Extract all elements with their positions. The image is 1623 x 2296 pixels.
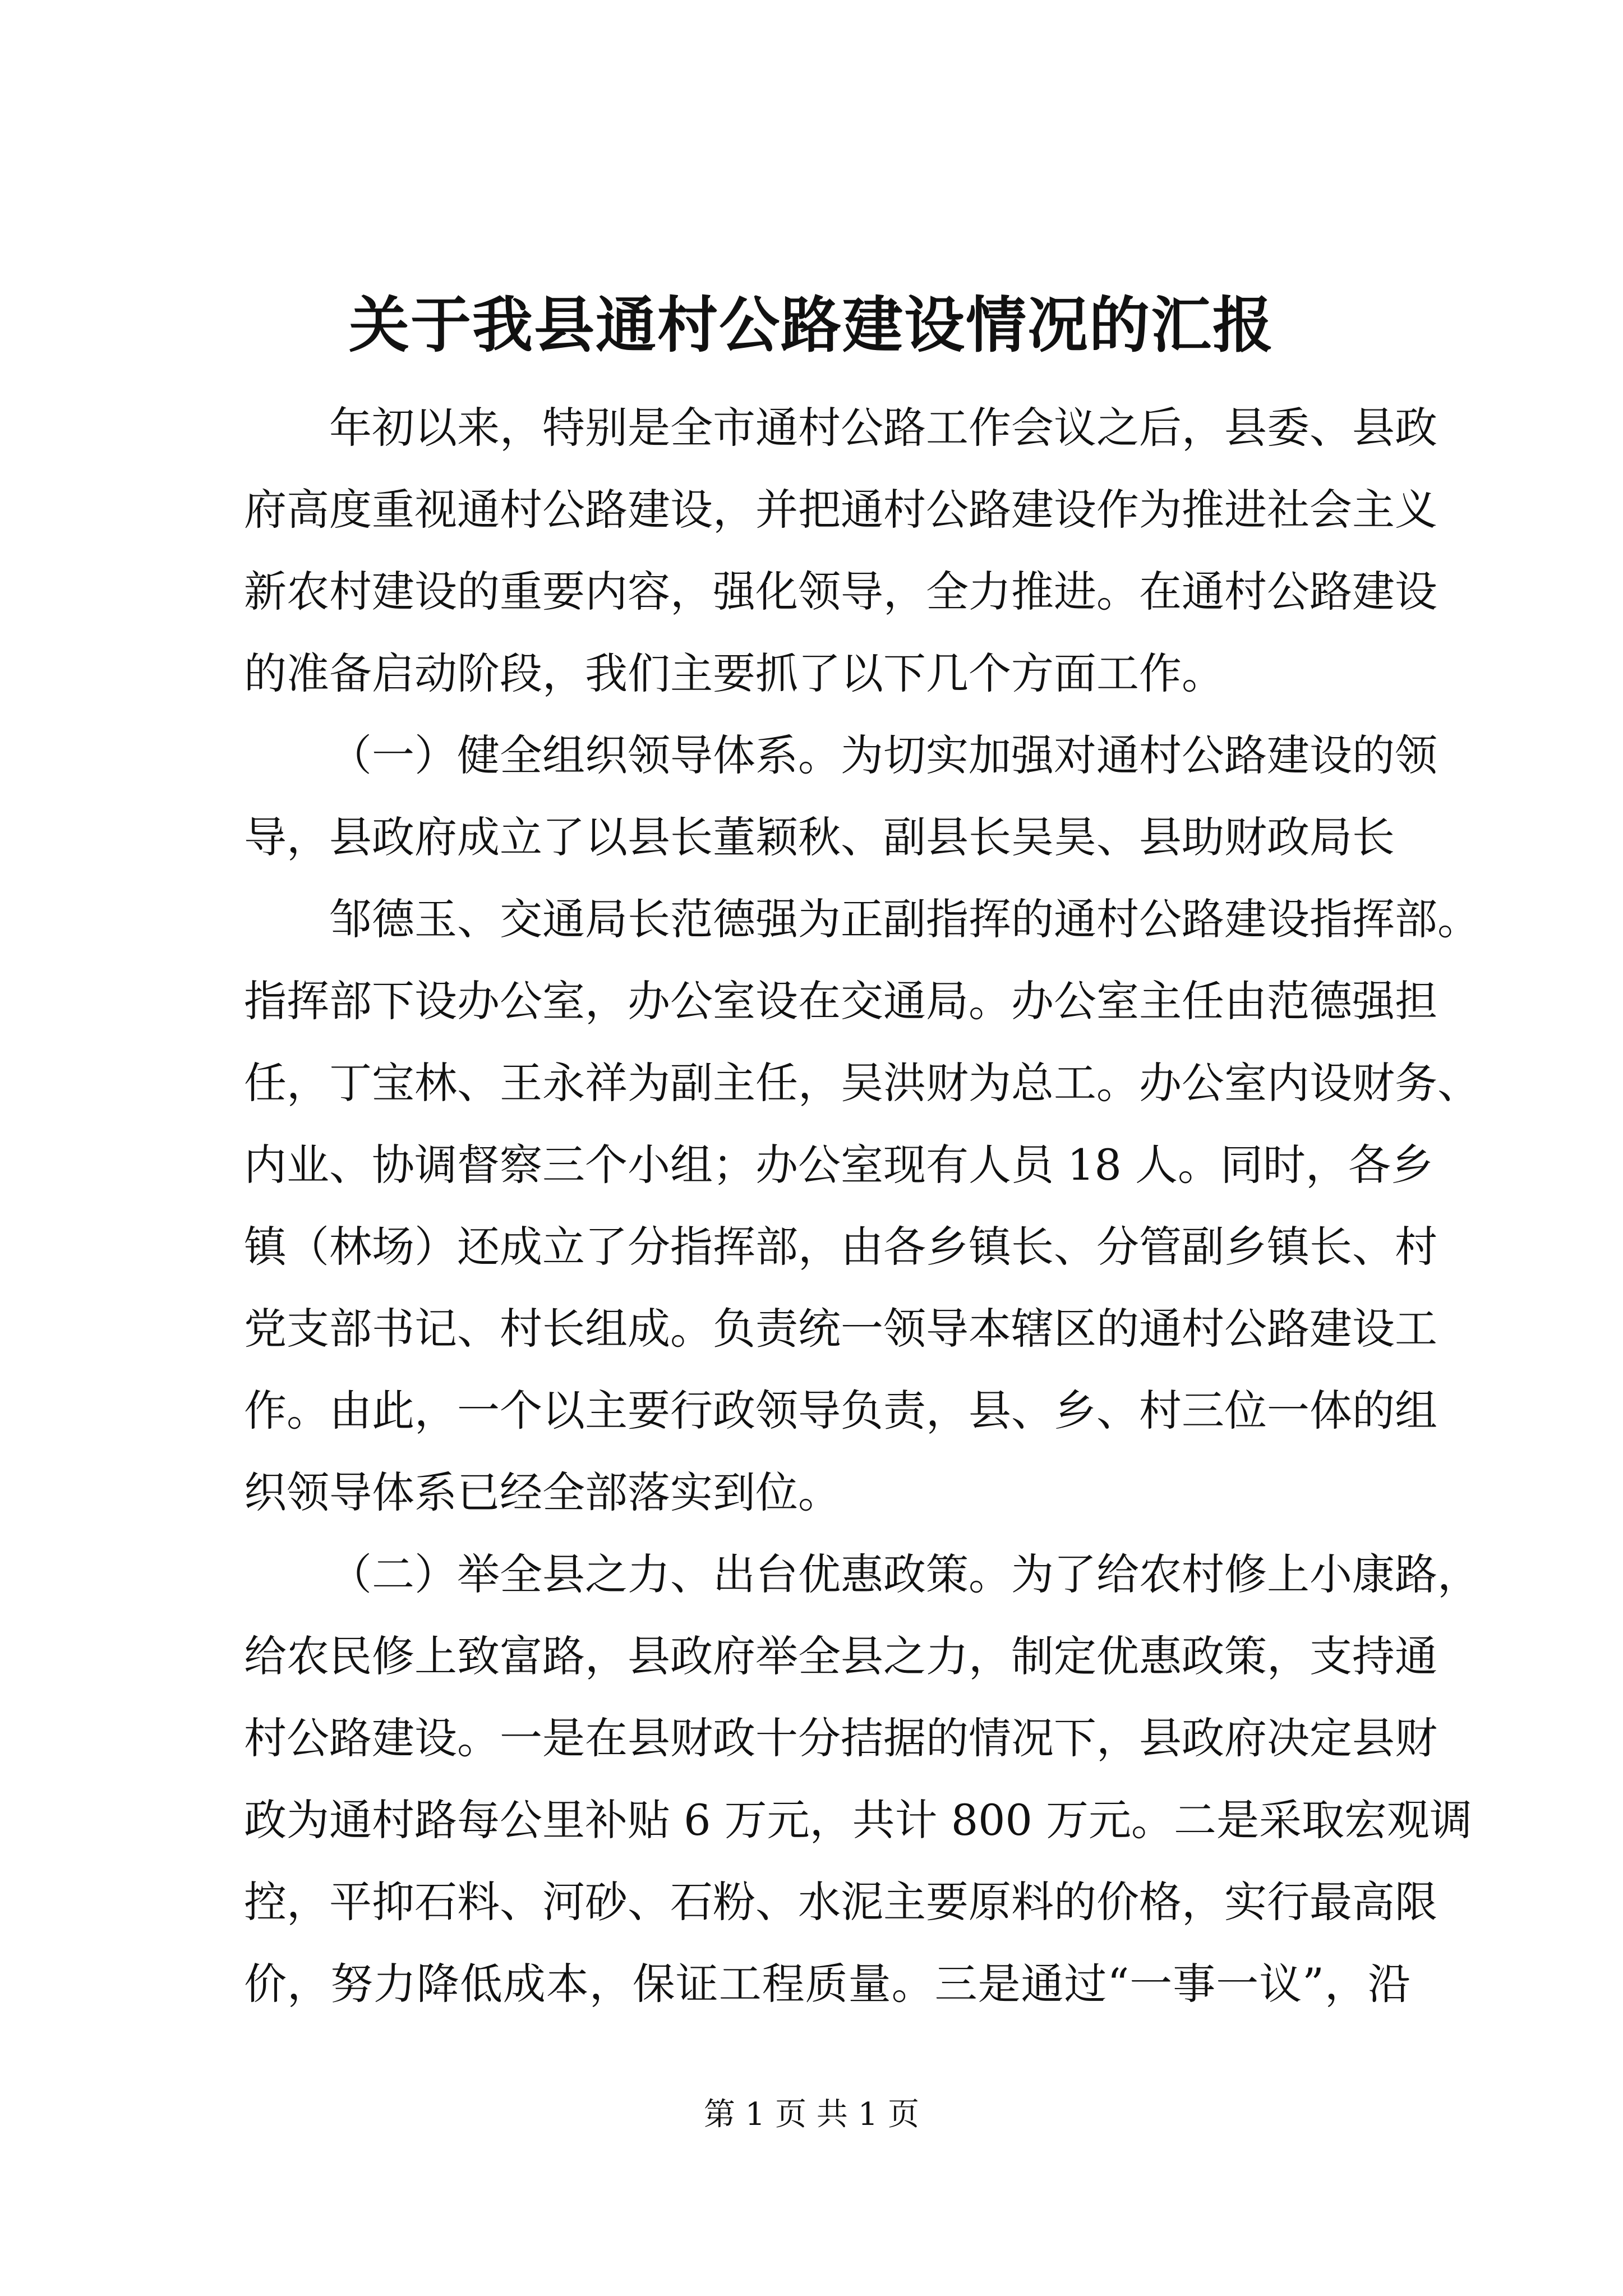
page-number-footer: 第 1 页 共 1 页 xyxy=(703,2096,920,2133)
body-line: 给农民修上致富路，县政府举全县之力，制定优惠政策，支持通 xyxy=(244,1631,1437,1681)
body-line: 指挥部下设办公室，办公室设在交通局。办公室主任由范德强担 xyxy=(244,976,1437,1026)
body-line: 作。由此，一个以主要行政领导负责，县、乡、村三位一体的组 xyxy=(244,1386,1437,1435)
document-title: 关于我县通村公路建设情况的汇报 xyxy=(348,290,1274,361)
body-line: （二）举全县之力、出台优惠政策。为了给农村修上小康路， xyxy=(329,1549,1480,1599)
body-line: 邹德玉、交通局长范德强为正副指挥的通村公路建设指挥部。 xyxy=(329,894,1480,944)
body-line: 政为通村路每公里补贴 6 万元，共计 800 万元。二是采取宏观调 xyxy=(244,1795,1473,1845)
document-body xyxy=(244,387,1480,2025)
body-line: （一）健全组织领导体系。为切实加强对通村公路建设的领 xyxy=(329,730,1437,780)
body-line: 府高度重视通村公路建设，并把通村公路建设作为推进社会主义 xyxy=(244,485,1437,535)
body-line: 党支部书记、村长组成。负责统一领导本辖区的通村公路建设工 xyxy=(244,1304,1437,1354)
body-line: 内业、协调督察三个小组；办公室现有人员 18 人。同时，各乡 xyxy=(244,1140,1434,1190)
body-line: 新农村建设的重要内容，强化领导，全力推进。在通村公路建设 xyxy=(244,567,1437,616)
body-line: 控，平抑石料、河砂、石粉、水泥主要原料的价格，实行最高限 xyxy=(244,1877,1437,1927)
body-line: 任，丁宝林、王永祥为副主任，吴洪财为总工。办公室内设财务、 xyxy=(244,1058,1480,1108)
body-line: 村公路建设。一是在县财政十分拮据的情况下，县政府决定县财 xyxy=(244,1713,1437,1763)
body-line: 年初以来，特别是全市通村公路工作会议之后，县委、县政 xyxy=(329,403,1437,453)
body-line: 的准备启动阶段，我们主要抓了以下几个方面工作。 xyxy=(244,648,1224,698)
body-line: 镇（林场）还成立了分指挥部，由各乡镇长、分管副乡镇长、村 xyxy=(244,1222,1437,1272)
body-line: 价，努力降低成本，保证工程质量。三是通过“一事一议”，沿 xyxy=(244,1959,1410,2009)
body-line: 织领导体系已经全部落实到位。 xyxy=(244,1467,841,1517)
body-line: 导，县政府成立了以县长董颖秋、副县长吴昊、县助财政局长 xyxy=(244,812,1395,862)
